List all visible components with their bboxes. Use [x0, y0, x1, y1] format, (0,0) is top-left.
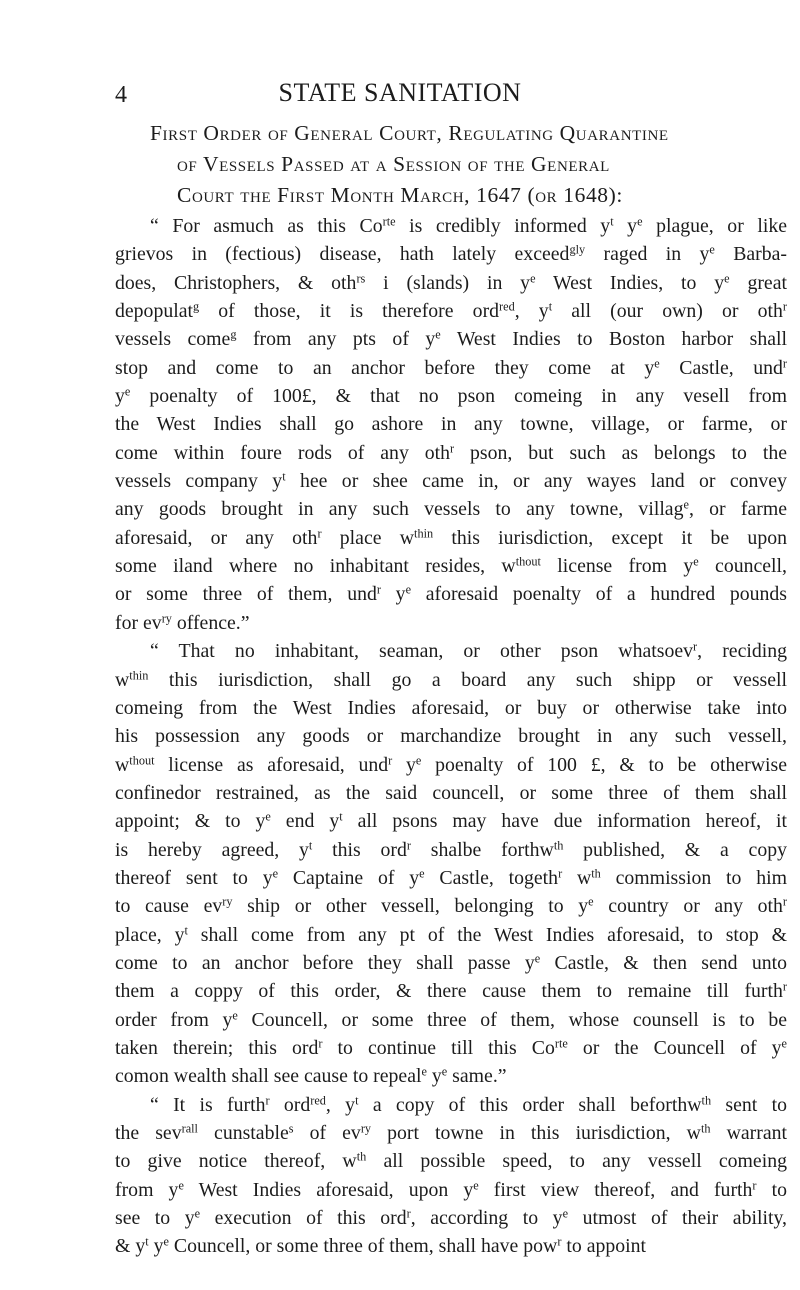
- body-line: does, Christophers, & oth$^{rs}$ i (slands) in $y^e$ West Indies, to $y^e$ great: [115, 270, 787, 294]
- body-line: appoint; & to $y^e$ end $y^t$ all psons may have due information hereof, it: [115, 809, 787, 833]
- body-line: see to $y^e$ execution of this ord$^r$, according to $y^e$ utmost of their ability,: [115, 1206, 787, 1230]
- body-line: “ It is furth$^r$ ord$^{red}$, $y^t$ a copy of this order shall beforthw$^{th}$ sent to: [150, 1092, 787, 1116]
- body-line: come to an anchor before they shall passe $y^e$ Castle, & then send unto: [115, 951, 787, 974]
- body-text: [115, 212, 787, 1261]
- body-line: any goods brought in any such vessels to any towne, villag$^e$, or farme: [115, 497, 787, 521]
- body-line: vessels come$^g$ from any pts of $y^e$ West Indies to Boston harbor shall: [115, 327, 787, 351]
- body-line: them a coppy of this order, & there cause them to remaine till furth$^r$: [115, 979, 787, 1003]
- section-heading: [150, 118, 790, 211]
- body-line: to cause $ev^{ry}$ ship or other vessell, belonging to $y^e$ country or any oth$^r$: [115, 894, 787, 918]
- body-line: $w^{thout}$ license as aforesaid, und$^r$ $y^e$ poenalty of 100 £, & to be otherwise: [115, 752, 787, 776]
- page-number: 4: [115, 82, 127, 108]
- body-line: stop and come to an anchor before they come at $y^e$ Castle, und$^r$: [115, 355, 787, 379]
- body-line: taken therein; this ord$^r$ to continue till this $Co^{rte}$ or the Councell of $y^e$: [115, 1036, 787, 1059]
- body-line: is hereby agreed, $y^t$ this ord$^r$ shalbe forthw$^{th}$ published, & a copy: [115, 837, 787, 861]
- body-line: “ That no inhabitant, seaman, or other pson whatsoev$^r$, reciding: [150, 639, 788, 663]
- body-line: his possession any goods or marchandize brought in any such vessell,: [115, 725, 787, 748]
- body-line: depopulat$^g$ of those, it is therefore ord$^{red}$, $y^t$ all (our own) or oth$^r$: [115, 299, 787, 323]
- body-line: for $ev^{ry}$ offence.”: [115, 611, 250, 634]
- body-line: come within foure rods of any oth$^r$ pson, but such as belongs to the: [115, 441, 787, 464]
- body-line: aforesaid, or any oth$^r$ place $w^{thin}$ this iurisdiction, except it be upon: [115, 526, 787, 549]
- body-line: the West Indies shall go ashore in any towne, village, or farme, or: [115, 413, 787, 436]
- heading-line: First Order of General Court, Regulating Quarantine: [150, 121, 669, 145]
- body-line: place, $y^t$ shall come from any pt of the West Indies aforesaid, to stop &: [115, 922, 787, 946]
- body-line: thereof sent to $y^e$ Captaine of $y^e$ Castle, togeth$^r$ $w^{th}$ commission to him: [115, 866, 788, 889]
- body-line: the sev$^{rall}$ cunstable$^s$ of $ev^{ry}$ port towne in this iurisdiction, $w^{th}$ warrant: [115, 1121, 788, 1144]
- body-line: confinedor restrained, as the said councell, or some three of them shall: [115, 781, 787, 804]
- heading-line: of Vessels Passed at a Session of the General: [177, 152, 610, 176]
- body-line: to give notice thereof, $w^{th}$ all possible speed, to any vessell comeing: [115, 1149, 787, 1173]
- body-line: “ For asmuch as this $Co^{rte}$ is credibly informed $y^t$ $y^e$ plague, or like: [150, 214, 787, 237]
- body-line: order from $y^e$ Councell, or some three of them, whose counsell is to be: [115, 1007, 787, 1031]
- heading-line: Court the First Month March, 1647 (or 1648):: [177, 183, 623, 207]
- body-line: from $y^e$ West Indies aforesaid, upon $y^e$ first view thereof, and furth$^r$ to: [115, 1177, 787, 1201]
- body-line: comon wealth shall see cause to repeal$^e$ $y^e$ same.”: [115, 1064, 507, 1088]
- body-line: $y^e$ poenalty of 100£, & that no pson comeing in any vesell from: [115, 384, 787, 408]
- running-title: STATE SANITATION: [278, 78, 522, 107]
- body-line: & $y^t$ $y^e$ Councell, or some three of them, shall have pow$^r$ to appoint: [115, 1234, 647, 1258]
- body-line: comeing from the West Indies aforesaid, or buy or otherwise take into: [115, 696, 787, 719]
- body-line: grievos in (fectious) disease, hath lately exceed$^{gly}$ raged in $y^e$ Barba-: [115, 242, 788, 266]
- body-line: some iland where no inhabitant resides, $w^{thout}$ license from $y^e$ councell,: [115, 554, 787, 578]
- body-line: $w^{thin}$ this iurisdiction, shall go a board any such shipp or vessell: [115, 667, 787, 691]
- body-line: or some three of them, und$^r$ $y^e$ aforesaid poenalty of a hundred pounds: [115, 582, 787, 606]
- body-line: vessels company $y^t$ hee or shee came in, or any wayes land or convey: [115, 469, 787, 493]
